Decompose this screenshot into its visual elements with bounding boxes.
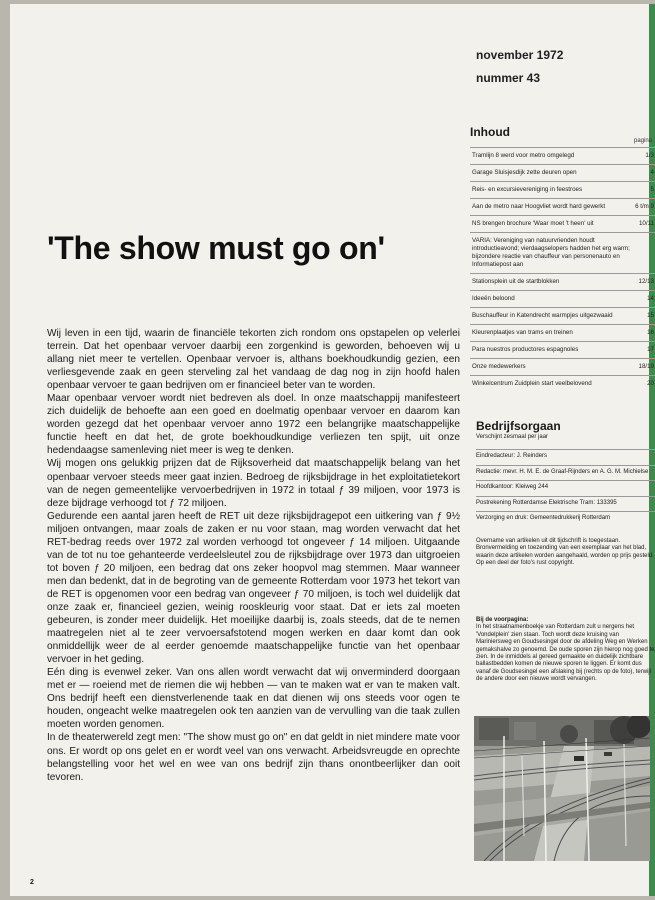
- toc-item-page: 1/3: [645, 152, 654, 159]
- toc-item-title: VARIA: Vereniging van natuurvrienden houdt introductieavond; vierdaagselopers hadden het erg warm; bijzondere reactie van chauffeur van personenauto en Informatiepost aan: [472, 237, 630, 268]
- toc-item-title: Onze medewerkers: [472, 363, 526, 370]
- issue-date: november 1972: [476, 48, 564, 62]
- issue-number: nummer 43: [476, 71, 541, 85]
- toc-item[interactable]: [470, 147, 655, 164]
- toc-item-page: 10/11: [638, 220, 654, 227]
- colophon-line: Verzorging en druk: Gemeentedrukkerij Rotterdam: [476, 511, 655, 527]
- toc-item-title: Kleurenplaatjes van trams en treinen: [472, 329, 573, 336]
- article-paragraph: In de theaterwereld zegt men: "The show must go on" en dat geldt in niet mindere mate voor ons. Er wordt op ons gelet en er wordt veel van ons verwacht. Arbeidsvreugde en oprechte belangstelling voor het wel en wee van ons bedrijf zijn thans onontbeerlijker dan ooit tevoren.: [47, 732, 460, 783]
- toc-title: Inhoud: [470, 125, 510, 139]
- toc-item-title: Garage Sluisjesdijk zette deuren open: [472, 169, 577, 176]
- toc-item[interactable]: [470, 232, 655, 273]
- toc-item[interactable]: [470, 215, 655, 232]
- cover-caption-title: Bij de voorpagina:: [476, 617, 529, 623]
- toc-item-page: 16: [647, 329, 654, 336]
- cover-caption: [476, 617, 655, 684]
- toc-item[interactable]: [470, 375, 655, 392]
- article-paragraph: Wij mogen ons gelukkig prijzen dat de Rijksoverheid dat maatschappelijk belang van het openbaar vervoer steeds meer gaat inzien. Bedroeg de rijksbijdrage in het exploitatietekort van de negen gemeentelijke vervoerbedrijven in 1972 in totaal ƒ 39 miljoen, voor 1973 is deze bijdrage verhoogd tot ƒ 72 miljoen.: [47, 458, 460, 509]
- colophon: [476, 449, 655, 527]
- toc-item-title: Winkelcentrum Zuidplein start veelbelovend: [472, 380, 592, 387]
- article-paragraph: Eén ding is evenwel zeker. Van ons allen wordt verwacht dat wij onverminderd doorgaan met er — roeiend met de riemen die wij hebben — van te maken wat er van te maken valt. Ons bedrijf heeft een dienstverlenende taak en dat dienen wij ons steeds voor ogen te houden, ongeacht welke maatregelen ook ten aanzien van de vervulling van die taak zullen moeten worden genomen.: [47, 667, 460, 731]
- toc-item[interactable]: [470, 273, 655, 290]
- toc-item-title: Para nuestros productores espagnoles: [472, 346, 579, 353]
- magazine-page: [10, 4, 655, 896]
- table-of-contents: [470, 147, 655, 392]
- colophon-line: Postrekening Rotterdamse Elektrische Tram: 133395: [476, 496, 655, 512]
- organ-title: Bedrijfsorgaan: [476, 419, 561, 433]
- page-number: 2: [30, 879, 34, 886]
- toc-item-title: Ideeën beloond: [472, 295, 515, 302]
- toc-item[interactable]: [470, 324, 655, 341]
- photo-illustration: [474, 716, 650, 861]
- article-paragraph: Wij leven in een tijd, waarin de financiële tekorten zich rondom ons opstapelen op velerlei terrein. Dat het openbaar vervoer daarbij een zorgenkind is geworden, behoeven wij u allang niet meer te vertellen. Openbaar vervoer is, althans boekhoudkundig gezien, een verliesgevende zaak en geen sterveling zal het vandaag de dag nog in zijn hoofd halen openbaar vervoer te gaan bedrijven om er financieel beter van te worden.: [47, 328, 460, 392]
- toc-item-title: Stationsplein uit de startblokken: [472, 278, 560, 285]
- toc-item-page: 18/19: [638, 363, 654, 370]
- toc-item-page: 20: [647, 380, 654, 387]
- article-paragraph: Gedurende een aantal jaren heeft de RET uit deze rijksbijdragepot een uitkering van ƒ 9½ miljoen ontvangen, maar zoals de zaken er nu voor staan, mag worden verwacht dat het RET-bedrag reeds over 1972 zal worden verhoogd tot ongeveer ƒ 14 miljoen. Uitgaande van de tot nu toe gehanteerde verdeelsleutel zou de rijksbijdrage over 1973 dan uitgroeien tot boven ƒ 20 miljoen, een bedrag dat ons zeker hoopvol mag stemmen. Maar wanneer men dan bedenkt, dat in de begroting van de gemeente Rotterdam voor 1973 het tekort van de RET is opgenomen voor een bedrag van ongeveer ƒ 70 miljoen, is toch wel duidelijk dat onze zaak er, financieel gezien, weinig rooskleurig voor staat. Dat er iets zal moeten gebeuren, is zonder meer duidelijk. Het moeilijke daarbij is, zoals steeds, dat de te nemen maatregelen niet al te zeer vervoersafstotend mogen werken en daar komt dan ook onmiddellijk weer de al eerder genoemde maatschappelijke functie van het openbaar vervoer in het geding.: [47, 510, 460, 666]
- toc-item-page: 5: [650, 186, 654, 193]
- toc-item-page: 17: [647, 346, 654, 353]
- toc-item[interactable]: [470, 358, 655, 375]
- toc-item-title: NS brengen brochure 'Waar moet 't heen' uit: [472, 220, 594, 227]
- toc-item[interactable]: [470, 290, 655, 307]
- article-body: [47, 327, 460, 784]
- toc-item[interactable]: [470, 341, 655, 358]
- intersection-photo: [474, 716, 650, 861]
- toc-item-title: Buschauffeur in Katendrecht warmpjes uitgezwaaid: [472, 312, 613, 319]
- toc-item-title: Tramlijn 8 werd voor metro omgelegd: [472, 152, 575, 159]
- toc-item[interactable]: [470, 164, 655, 181]
- copyright-notice: Overname van artikelen uit dit tijdschrift is toegestaan. Bronvermelding en toezending van een exemplaar van het blad, waarin deze artikelen worden aangehaald, worden op prijs gesteld. Op een deel der foto's rust copyright.: [476, 538, 654, 567]
- toc-item-page: 6 t/m 9: [635, 203, 654, 210]
- cover-caption-text: In het straatnamenboekje van Rotterdam zult u nergens het 'Vondelplein' zien staan. Toch wordt deze kruising van Mariniersweg en Goudsesingel door de afdeling Weg en Werken gemakshalve zo genoemd. De oude sporen zijn hierop nog goed te zien. In de inmiddels al gereed gemaakte en duidelijk zichtbare ballastbedden komen de nieuwe sporen te liggen. Er komt dus vanaf de Goudsesingel een afslaking bij (rechts op de foto), terwijl de andere door een nieuwe wordt vervangen.: [476, 624, 655, 683]
- toc-item-title: Reis- en excursievereniging in feestroes: [472, 186, 583, 193]
- colophon-line: Hoofdkantoor: Kleiweg 244: [476, 480, 655, 496]
- sidebar-column: [462, 4, 655, 896]
- article-paragraph: Maar openbaar vervoer wordt niet bedreven als doel. In onze maatschappij manifesteert zich duidelijk de behoefte aan een goed en doelmatig openbaar vervoer en daarom kan worden gezegd dat het openbaar vervoer anno 1972 een belangrijke maatschappelijke functie heeft en dat het, de grote boekhoudkundige verliezen ten spijt, uit onze hedendaagse samenleving niet meer is weg te denken.: [47, 393, 460, 457]
- toc-page-column-label: pagina: [634, 138, 653, 144]
- toc-item[interactable]: [470, 198, 655, 215]
- toc-item-page: 12/13: [638, 278, 654, 285]
- toc-item-page: 15: [647, 312, 654, 319]
- organ-subtitle: Verschijnt zesmaal per jaar: [476, 434, 549, 440]
- toc-item-page: 14: [647, 295, 654, 302]
- toc-item[interactable]: [470, 307, 655, 324]
- colophon-line: Eindredacteur: J. Reinders: [476, 449, 655, 465]
- article-headline: 'The show must go on': [47, 230, 385, 266]
- toc-item-title: Aan de metro naar Hoogvliet wordt hard gewerkt: [472, 203, 606, 210]
- toc-item-page: 4: [650, 169, 654, 176]
- toc-item[interactable]: [470, 181, 655, 198]
- colophon-line: Redactie: mevr. H. M. E. de Graaf-Rijnders en A. G. M. Michielse: [476, 465, 655, 481]
